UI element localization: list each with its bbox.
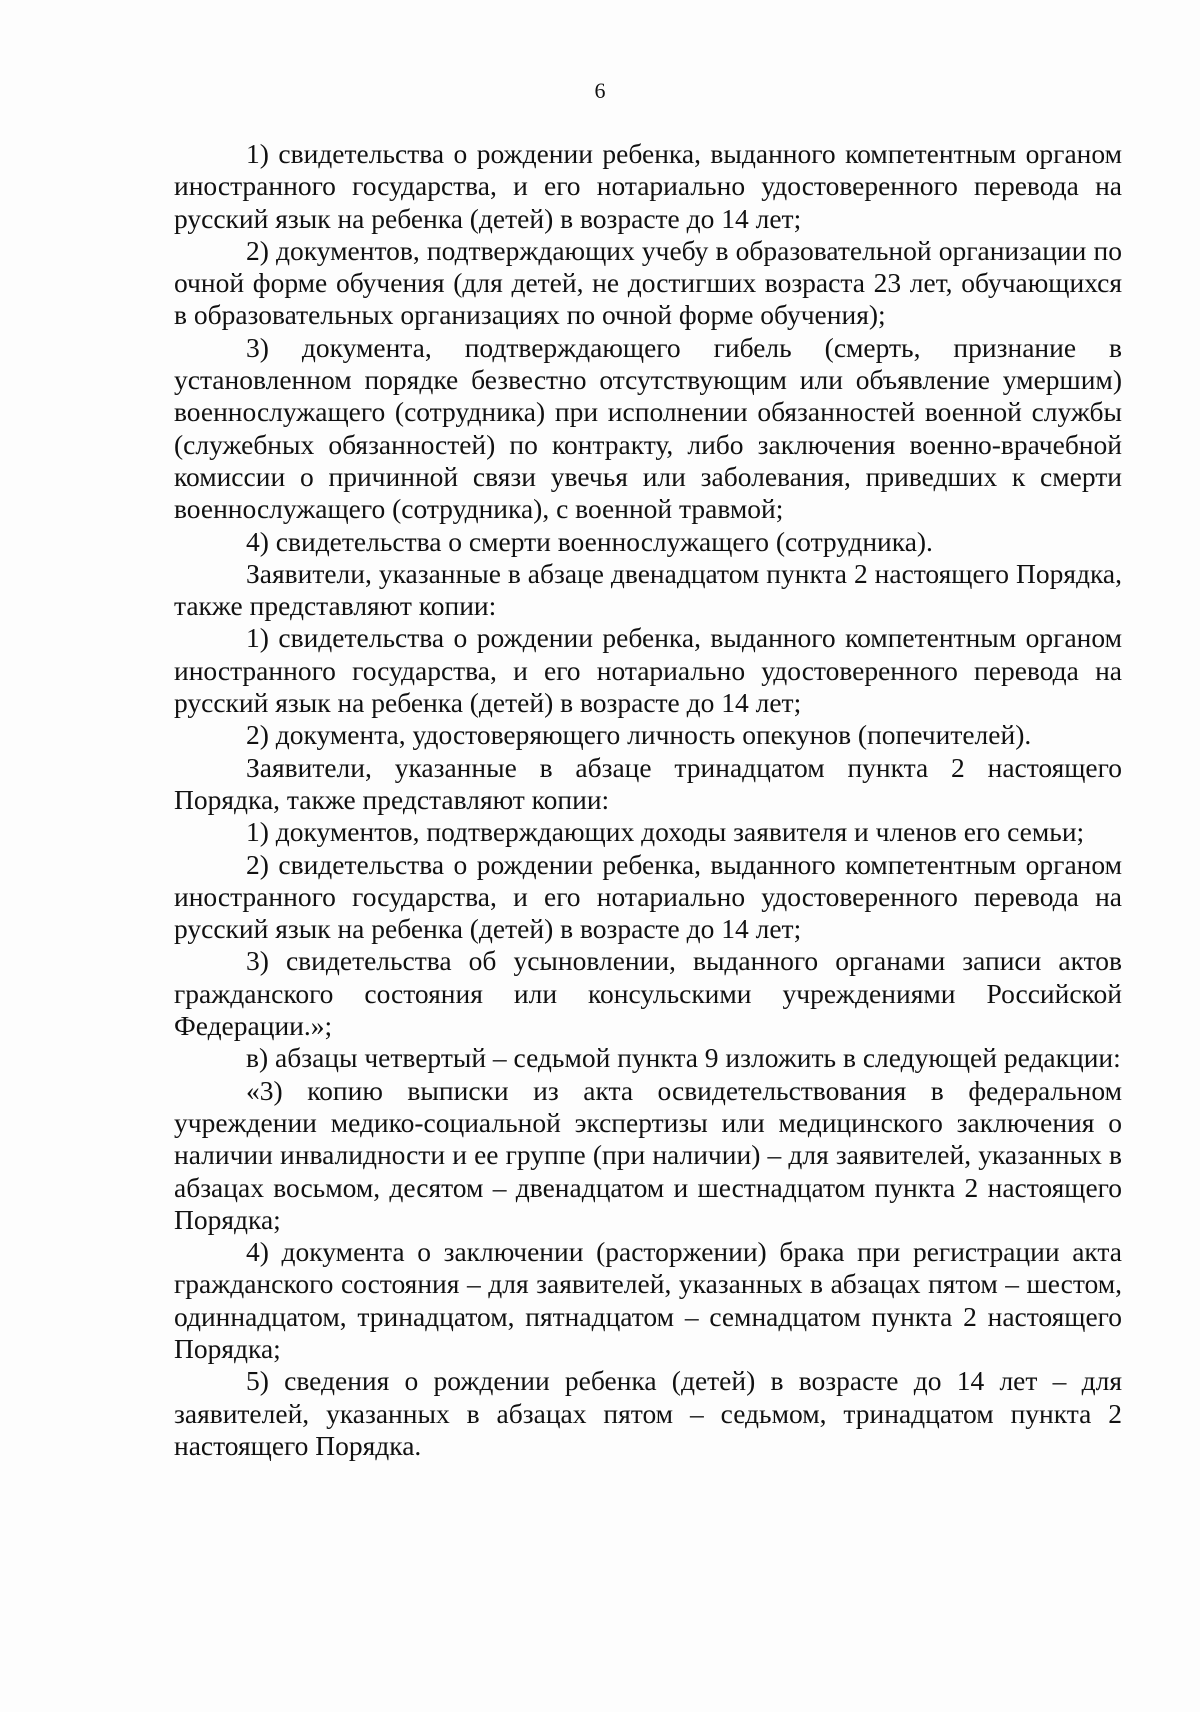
paragraph-11: 3) свидетельства об усыновлении, выданного органами записи актов гражданского состояния или консульскими учреждениями Российской Федерации.»;	[174, 945, 1122, 1042]
paragraph-9: 1) документов, подтверждающих доходы заявителя и членов его семьи;	[246, 816, 1085, 848]
paragraph-3: 3) документа, подтверждающего гибель (смерть, признание в установленном порядке безвестно отсутствующим или объявление умершим) военнослужащего (сотрудника) при исполнении обязанностей военной службы (служебных обязанностей) по контракту, либо заключения военно-врачебной комиссии о причинной связи увечья или заболевания, приведших к смерти военнослужащего (сотрудника), с военной травмой;	[174, 331, 1122, 525]
paragraph-6: 1) свидетельства о рождении ребенка, выданного компетентным органом иностранного государства, и его нотариально удостоверенного перевода на русский язык на ребенка (детей) в возрасте до 14 лет;	[174, 622, 1122, 719]
paragraph-1: 1) свидетельства о рождении ребенка, выданного компетентным органом иностранного государства, и его нотариально удостоверенного перевода на русский язык на ребенка (детей) в возрасте до 14 лет;	[174, 138, 1122, 234]
paragraph-15: 5) сведения о рождении ребенка (детей) в возрасте до 14 лет – для заявителей, указанных в абзацах пятом – седьмом, тринадцатом пункта 2 настоящего Порядка.	[174, 1365, 1122, 1461]
paragraph-10: 2) свидетельства о рождении ребенка, выданного компетентным органом иностранного государства, и его нотариально удостоверенного перевода на русский язык на ребенка (детей) в возрасте до 14 лет;	[174, 848, 1122, 945]
page-number: 6	[594, 78, 606, 103]
paragraph-8: Заявители, указанные в абзаце тринадцатом пункта 2 настоящего Порядка, также представляют копии:	[174, 751, 1122, 815]
paragraph-5: Заявители, указанные в абзаце двенадцатом пункта 2 настоящего Порядка, также представляют копии:	[174, 557, 1122, 622]
paragraph-13: «3) копию выписки из акта освидетельствования в федеральном учреждении медико-социальной экспертизы или медицинского заключения о наличии инвалидности и ее группе (при наличии) – для заявителей, указанных в абзацах восьмом, десятом – двенадцатом и шестнадцатом пункта 2 настоящего Порядка;	[174, 1074, 1122, 1235]
document-body	[174, 138, 1122, 1462]
paragraph-12: в) абзацы четвертый – седьмой пункта 9 изложить в следующей редакции:	[246, 1042, 1121, 1074]
paragraph-7: 2) документа, удостоверяющего личность опекунов (попечителей).	[246, 719, 1032, 751]
paragraph-4: 4) свидетельства о смерти военнослужащего (сотрудника).	[246, 525, 933, 557]
paragraph-14: 4) документа о заключении (расторжении) брака при регистрации акта гражданского состояния – для заявителей, указанных в абзацах пятом – шестом, одиннадцатом, тринадцатом, пятнадцатом – семнадцатом пункта 2 настоящего Порядка;	[174, 1236, 1122, 1364]
paragraph-2: 2) документов, подтверждающих учебу в образовательной организации по очной форме обучения (для детей, не достигших возраста 23 лет, обучающихся в образовательных организациях по очной форме обучения);	[174, 234, 1122, 331]
